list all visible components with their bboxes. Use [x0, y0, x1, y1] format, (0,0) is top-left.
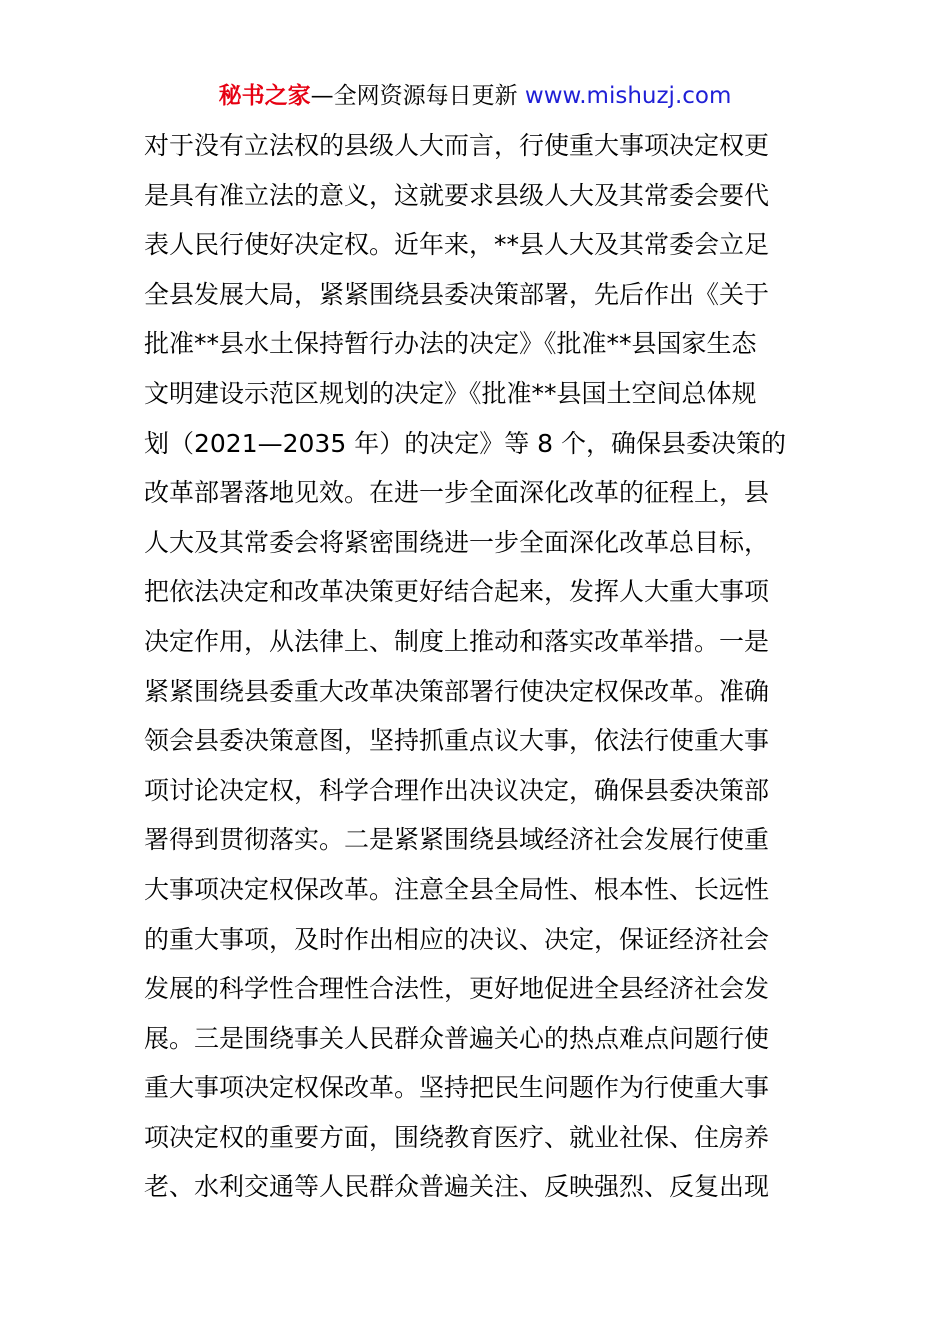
text-line: 全县发展大局，紧紧围绕县委决策部署，先后作出《关于	[144, 279, 770, 309]
text-line: 领会县委决策意图，坚持抓重点议大事，依法行使重大事	[144, 726, 770, 756]
website-link[interactable]: www.mishuzj.com	[524, 83, 732, 109]
header-tagline: —全网资源每日更新	[310, 83, 518, 109]
text-line: 对于没有立法权的县级人大而言，行使重大事项决定权更	[144, 131, 770, 160]
text-line: 文明建设示范区规划的决定》《批准**县国土空间总体规	[144, 378, 757, 408]
text-line: 决定作用，从法律上、制度上推动和落实改革举措。一是	[144, 626, 770, 656]
text-line: 大事项决定权保改革。注意全县全局性、根本性、长远性	[144, 874, 770, 904]
text-line: 划（2021—2035 年）的决定》等 8 个，确保县委决策的	[144, 428, 786, 458]
page-header	[0, 80, 950, 112]
text-line: 署得到贯彻落实。二是紧紧围绕县域经济社会发展行使重	[144, 825, 770, 855]
text-line: 项决定权的重要方面，围绕教育医疗、就业社保、住房养	[144, 1122, 770, 1152]
text-line: 把依法决定和改革决策更好结合起来，发挥人大重大事项	[144, 577, 770, 607]
text-line: 表人民行使好决定权。近年来，**县人大及其常委会立足	[144, 230, 770, 260]
text-line: 的重大事项，及时作出相应的决议、决定，保证经济社会	[144, 924, 770, 954]
document-body	[144, 126, 814, 1217]
text-line: 发展的科学性合理性合法性，更好地促进全县经济社会发	[144, 974, 770, 1004]
text-line: 重大事项决定权保改革。坚持把民生问题作为行使重大事	[144, 1073, 770, 1103]
text-line: 项讨论决定权，科学合理作出决议决定，确保县委决策部	[144, 775, 770, 805]
text-line: 是具有准立法的意义，这就要求县级人大及其常委会要代	[144, 180, 770, 210]
text-line: 批准**县水土保持暂行办法的决定》《批准**县国家生态	[144, 329, 757, 359]
text-line: 人大及其常委会将紧密围绕进一步全面深化改革总目标，	[144, 527, 770, 557]
text-line: 改革部署落地见效。在进一步全面深化改革的征程上，县	[144, 478, 770, 508]
brand-name: 秘书之家	[218, 83, 311, 109]
text-line: 老、水利交通等人民群众普遍关注、反映强烈、反复出现	[144, 1172, 770, 1202]
text-line: 紧紧围绕县委重大改革决策部署行使决定权保改革。准确	[144, 676, 770, 706]
text-line: 展。三是围绕事关人民群众普遍关心的热点难点问题行使	[144, 1023, 770, 1053]
